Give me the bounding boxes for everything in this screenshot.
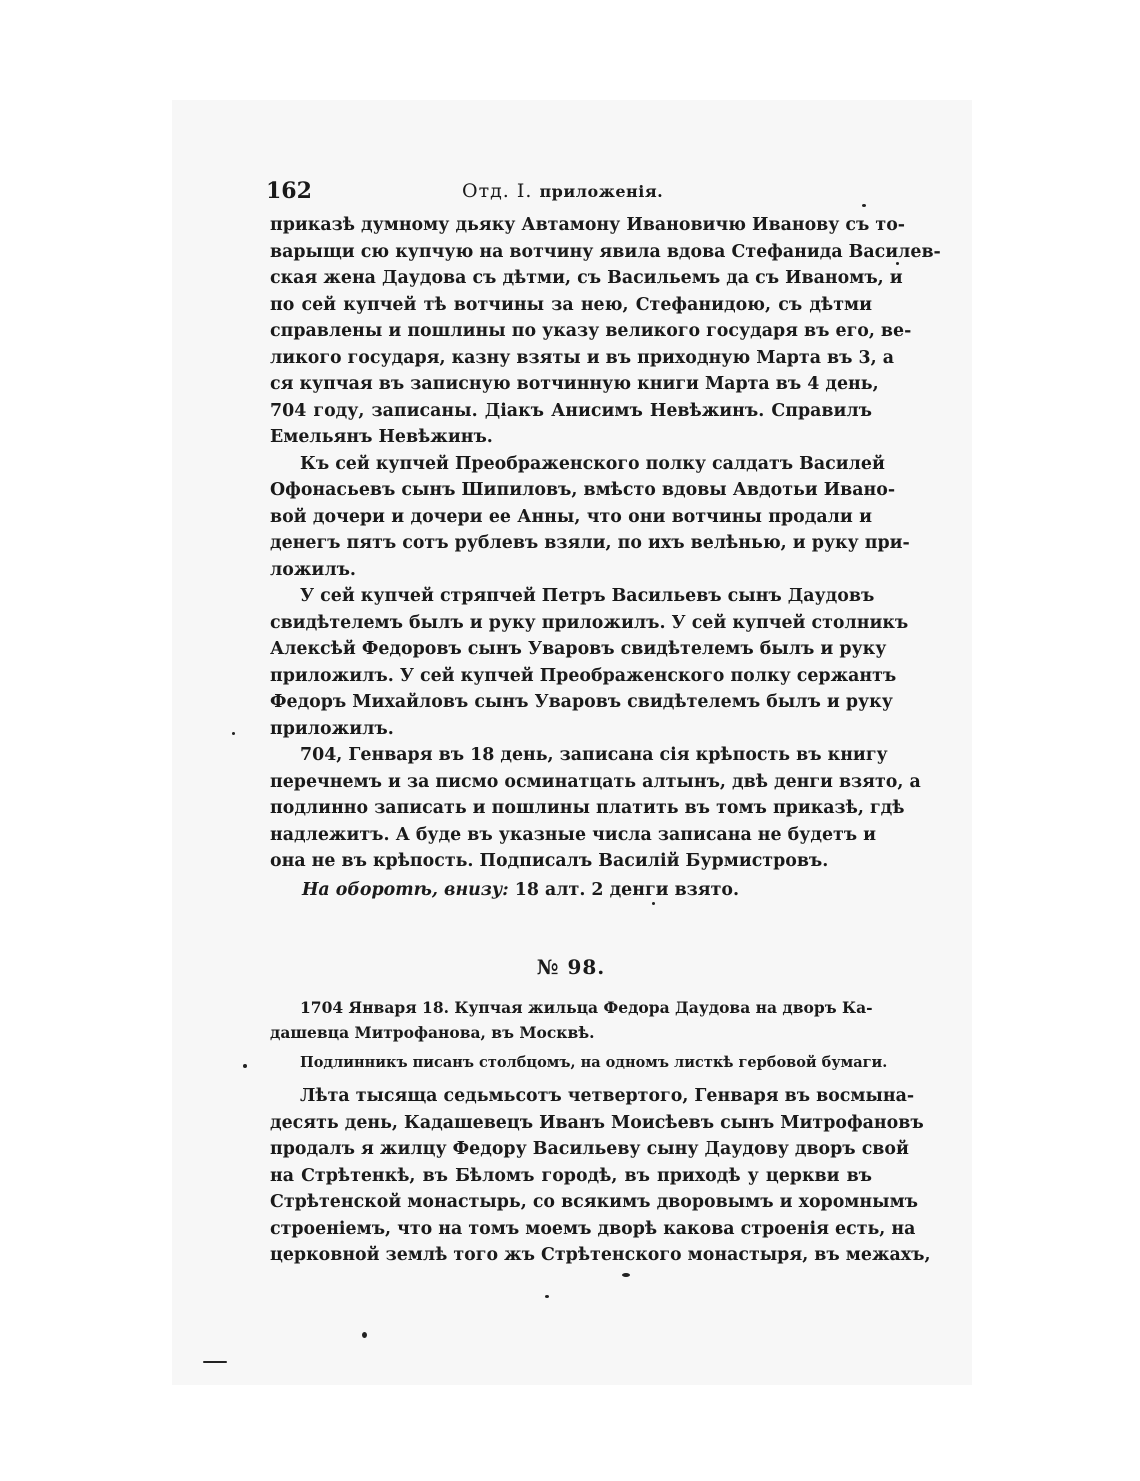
page-number: 162: [266, 178, 312, 204]
text-line: Стрѣтенской монастырь, со всякимъ дворовымъ и хоромнымъ: [270, 1192, 919, 1212]
running-head: [462, 180, 663, 202]
scan-speck: [652, 902, 655, 905]
text-line: надлежитъ. А буде въ указные числа записана не будетъ и: [270, 824, 877, 845]
scan-speck: [622, 1273, 630, 1277]
paragraph: [270, 212, 941, 451]
scan-speck: [896, 262, 899, 265]
text-line: ся купчая въ записную вотчинную книги Марта въ 4 день,: [270, 374, 879, 394]
paragraph: [270, 451, 910, 584]
text-line: Къ сей купчей Преображенского полку салдатъ Василей: [300, 453, 885, 474]
verso-note: [270, 877, 872, 904]
paragraph: [270, 742, 921, 875]
text-line: 1704 Января 18. Купчая жильца Федора Даудова на дворъ Ка-: [300, 998, 873, 1017]
scan-speck: [203, 1361, 227, 1363]
text-line: церковной землѣ того жъ Стрѣтенского монастыря, въ межахъ,: [270, 1245, 931, 1265]
text-line: приложилъ.: [270, 718, 394, 739]
text-line: она не въ крѣпость. Подписалъ Василій Бурмистровъ.: [270, 851, 829, 871]
text-line: перечнемъ и за писмо осминатцать алтынъ, двѣ денги взято, а: [270, 771, 921, 792]
text-line: ская жена Даудова съ дѣтми, съ Васильемъ да съ Иваномъ, и: [270, 268, 903, 288]
scan-speck: [545, 1295, 549, 1298]
scan-speck: [232, 732, 235, 735]
text-line: десять день, Кадашевецъ Иванъ Моисѣевъ сынъ Митрофановъ: [270, 1112, 924, 1133]
text-line: на Стрѣтенкѣ, въ Бѣломъ городѣ, въ приходѣ у церкви въ: [270, 1165, 872, 1186]
paragraph: [270, 583, 909, 742]
text-line: продалъ я жилцу Федору Васильеву сыну Даудову дворъ свой: [270, 1139, 909, 1159]
document-text: [270, 1083, 931, 1269]
text-line: приложилъ. У сей купчей Преображенского полку сержантъ: [270, 665, 897, 686]
text-line: 704 году, записаны. Діакъ Анисимъ Невѣжинъ. Справилъ: [270, 400, 872, 421]
text-line: свидѣтелемъ былъ и руку приложилъ. У сей купчей столникъ: [270, 612, 909, 633]
scan-speck: [862, 204, 866, 207]
text-line: Лѣта тысяща седьмьсотъ четвертого, Генваря въ восмына-: [300, 1086, 915, 1106]
text-line: по сей купчей тѣ вотчины за нею, Стефанидою, съ дѣтми: [270, 294, 872, 315]
scan-speck: [362, 1332, 367, 1338]
text-line: Емельянъ Невѣжинъ.: [270, 427, 493, 447]
text-line: приказѣ думному дьяку Автамону Ивановичю Иванову съ то-: [270, 215, 906, 235]
text-line: Офонасьевъ сынъ Шипиловъ, вмѣсто вдовы Авдотьи Ивано-: [270, 480, 896, 500]
text-line: У сей купчей стряпчей Петръ Васильевъ сынъ Даудовъ: [300, 586, 875, 606]
book-page: [266, 174, 941, 1269]
verso-note-label: На оборотѣ, внизу:: [302, 879, 509, 900]
document-number: № 98.: [536, 955, 606, 979]
text-line: дашевца Митрофанова, въ Москвѣ.: [270, 1023, 595, 1042]
running-head-prefix: Отд. I.: [462, 180, 533, 202]
text-line: денегъ пятъ сотъ рублевъ взяли, по ихъ велѣнью, и руку при-: [270, 533, 910, 553]
text-line: Федоръ Михайловъ сынъ Уваровъ свидѣтелемъ былъ и руку: [270, 692, 893, 712]
scan-speck: [243, 1064, 247, 1068]
text-line: вой дочери и дочери ее Анны, что они вотчины продали и: [270, 506, 872, 527]
running-head-title: приложенія.: [539, 182, 664, 201]
text-line: варыщи сю купчую на вотчину явила вдова Стефанида Василев-: [270, 241, 941, 262]
text-line: ликого государя, казну взяты и въ приходную Марта въ 3, а: [270, 347, 894, 368]
page-header: [266, 174, 872, 212]
text-line: подлинно записать и пошлины платить въ томъ приказѣ, гдѣ: [270, 798, 905, 818]
text-line: Алексѣй Федоровъ сынъ Уваровъ свидѣтелемъ былъ и руку: [270, 639, 887, 659]
source-note: Подлинникъ писанъ столбцомъ, на одномъ листкѣ гербовой бумаги.: [300, 1054, 888, 1071]
text-line: ложилъ.: [270, 559, 356, 580]
text-line: справлены и пошлины по указу великого государя въ его, ве-: [270, 321, 912, 341]
document-title: [270, 995, 872, 1045]
text-line: строеніемъ, что на томъ моемъ дворѣ какова строенія есть, на: [270, 1218, 916, 1239]
text-line: 704, Генваря въ 18 день, записана сія крѣпость въ книгу: [300, 745, 888, 765]
continued-text: [270, 212, 941, 875]
verso-note-text: 18 алт. 2 денги взято.: [514, 879, 740, 900]
